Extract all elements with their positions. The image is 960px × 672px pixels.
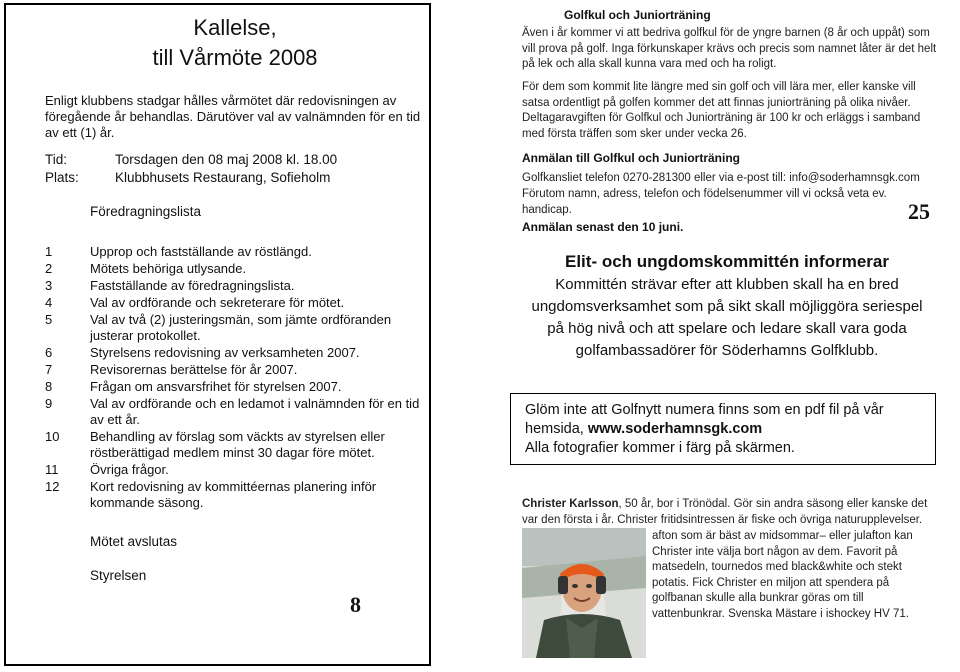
person-name: Christer Karlsson [522, 498, 619, 510]
agenda-text: Mötets behöriga utlysande. [90, 261, 247, 276]
agenda-text: Frågan om ansvarsfrihet för styrelsen 2007. [90, 379, 342, 394]
agenda-text: Styrelsens redovisning av verksamheten 2007. [90, 345, 360, 360]
signature: Styrelsen [90, 568, 147, 583]
agenda-item [45, 312, 430, 344]
portrait-illustration [522, 528, 646, 658]
agenda-text: Fastställande av föredragningslista. [90, 278, 295, 293]
agenda-number: 9 [45, 396, 53, 411]
agenda-number: 2 [45, 261, 53, 276]
signup-title: Anmälan till Golfkul och Juniorträning [522, 151, 741, 165]
golfkul-title: Golfkul och Juniorträning [564, 8, 711, 22]
signup-handicap: handicap. [522, 204, 572, 216]
agenda-number: 6 [45, 345, 53, 360]
agenda-item [45, 379, 430, 395]
agenda-list [45, 244, 430, 512]
page-number-left: 8 [350, 592, 361, 617]
page-number-right: 25 [908, 199, 930, 224]
agenda-item [45, 479, 430, 511]
time-label: Tid: [45, 152, 68, 167]
agenda-heading: Föredragningslista [90, 204, 202, 219]
agenda-number: 11 [45, 462, 59, 477]
title-line-1: Kallelse, [193, 15, 277, 40]
agenda-text: Val av två (2) justeringsmän, som jämte ordföranden justerar protokollet. [90, 312, 392, 343]
agenda-item [45, 278, 430, 294]
golfkul-paragraph-1: Även i år kommer vi att bedriva golfkul för de yngre barnen (8 år och uppåt) som vill prova på golf. Inga förkunskaper krävs och precis som namnet låter är det helt på lek och alla skall kunna vara med och ha roligt. [522, 27, 937, 70]
elit-body: Kommittén strävar efter att klubben skall ha en bred ungdomsverksamhet som på sikt skall möjliggöra seriespel på hög nivå och att spelare och ledare skall vara goda golfambassadörer för Söderhamns Golfklubb. [531, 276, 923, 359]
portrait-photo [522, 528, 646, 658]
golfkul-paragraph-2: För dem som kommit lite längre med sin golf och vill lära mer, eller kanske vill satsa ordentligt på golfen kommer det att finnas juniorträning på olika nivåer. Deltagaravgiften för Golfkul och Juniorträning är 100 kr och erläggs i samband med första träffen som sker under vecka 26. [522, 81, 921, 140]
signup-contact: Golfkansliet telefon 0270-281300 eller via e-post till: info@soderhamnsgk.com [522, 172, 920, 184]
title-line-2: till Vårmöte 2008 [152, 45, 318, 70]
time-value: Torsdagen den 08 maj 2008 kl. 18.00 [115, 152, 338, 167]
meeting-closed: Mötet avslutas [90, 534, 178, 549]
agenda-text: Val av ordförande och en ledamot i valnämnden för en tid av ett år. [90, 396, 420, 427]
page-title [130, 13, 340, 73]
agenda-number: 7 [45, 362, 53, 377]
agenda-text: Val av ordförande och sekreterare för mötet. [90, 295, 345, 310]
agenda-item [45, 429, 430, 461]
person-details: afton som är bäst av midsommar– eller julafton kan Christer inte välja bort någon av dem. Favorit på matsedeln, tournedos med black&white och stekt potatis. Fick Christer en miljon att spendera på golfbanan skulle alla bunkrar göras om till vattenbunkrar. Svenska Mästare i ishockey HV 71. [652, 530, 913, 620]
right-page [482, 0, 960, 672]
agenda-number: 5 [45, 312, 53, 327]
website-url: www.soderhamnsgk.com [587, 421, 763, 437]
agenda-text: Övriga frågor. [90, 462, 169, 477]
elit-title: Elit- och ungdomskommittén informerar [565, 252, 889, 271]
agenda-item [45, 295, 430, 311]
agenda-item [45, 462, 430, 478]
agenda-number: 1 [45, 244, 53, 259]
place-label: Plats: [45, 170, 79, 185]
agenda-item [45, 362, 430, 378]
agenda-item [45, 244, 430, 260]
golfnytt-note: Alla fotografier kommer i färg på skärmen. [525, 440, 795, 456]
agenda-text: Behandling av förslag som väckts av styrelsen eller röstberättigad medlem minst 30 dagar före mötet. [90, 429, 385, 460]
person-intro-text: , 50 år, bor i Trönödal. Gör sin andra säsong eller kanske det var den första i år. Christer fritidsintressen är fiske och övriga naturupplevelser. [522, 498, 928, 526]
agenda-item [45, 345, 430, 361]
golfnytt-text: Glöm inte att Golfnytt numera finns som en pdf fil på vår hemsida, [525, 402, 884, 437]
agenda-item [45, 396, 430, 428]
agenda-number: 8 [45, 379, 53, 394]
agenda-text: Revisorernas berättelse för år 2007. [90, 362, 298, 377]
agenda-number: 4 [45, 295, 53, 310]
intro-text: Enligt klubbens stadgar hålles vårmötet där redovisningen av föregående år behandlas. Därutöver val av valnämnden för en tid av ett (1) år. [45, 93, 421, 140]
agenda-number: 10 [45, 429, 60, 444]
signup-info: Förutom namn, adress, telefon och födelsenummer vill vi också veta ev. [522, 188, 887, 200]
agenda-number: 3 [45, 278, 53, 293]
place-value: Klubbhusets Restaurang, Sofieholm [115, 170, 331, 185]
signup-deadline: Anmälan senast den 10 juni. [522, 220, 684, 234]
golfnytt-box [510, 393, 936, 465]
agenda-text: Kort redovisning av kommittéernas planering inför kommande säsong. [90, 479, 377, 510]
agenda-number: 12 [45, 479, 60, 494]
agenda-item [45, 261, 430, 277]
agenda-text: Upprop och fastställande av röstlängd. [90, 244, 312, 259]
